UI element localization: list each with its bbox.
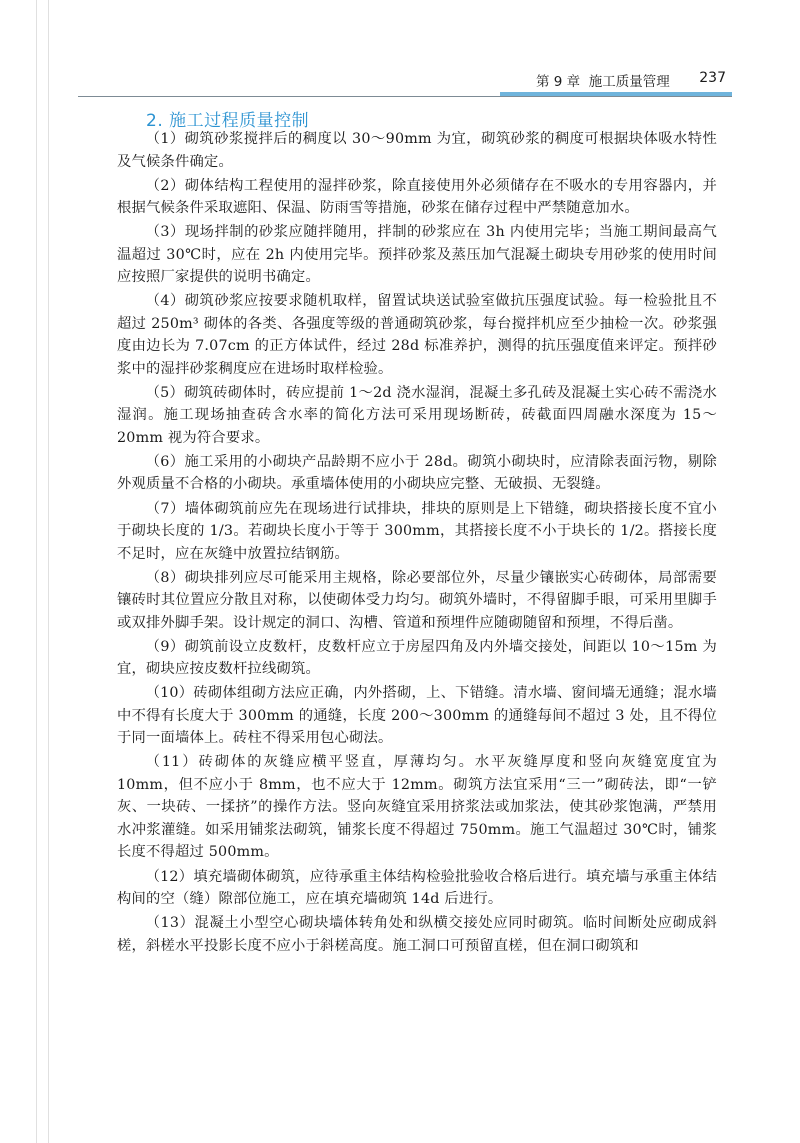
paragraph: （3）现场拌制的砂浆应随拌随用，拌制的砂浆应在 3h 内使用完毕；当施工期间最高气温超过 30℃时，应在 2h 内使用完毕。预拌砂浆及蒸压加气混凝土砌块专用砂浆的使用时间应按照厂家提供的说明书确定。 <box>117 224 717 286</box>
paragraph: （11）砖砌体的灰缝应横平竖直，厚薄均匀。水平灰缝厚度和竖向灰缝宽度宜为 10mm，但不应小于 8mm，也不应大于 12mm。砌筑方法宜采用“三一”砌砖法，即“一铲灰、一块砖、一揉挤”的操作方法。竖向灰缝宜采用挤浆法或加浆法，使其砂浆饱满，严禁用水冲浆灌缝。如采用铺浆法砌筑，铺浆长度不得超过 750mm。施工气温超过 30℃时，铺浆长度不得超过 500mm。 <box>117 754 717 861</box>
binding-edge-line <box>36 0 37 1143</box>
binding-edge-line <box>48 0 49 1143</box>
paragraph: （5）砌筑砖砌体时，砖应提前 1～2d 浇水湿润，混凝土多孔砖及混凝土实心砖不需浇水湿润。施工现场抽查砖含水率的简化方法可采用现场断砖，砖截面四周融水深度为 15～20mm 视为符合要求。 <box>117 384 717 446</box>
paragraph: （2）砌体结构工程使用的湿拌砂浆，除直接使用外必须储存在不吸水的专用容器内，并根据气候条件采取遮阳、保温、防雨雪等措施，砂浆在储存过程中严禁随意加水。 <box>117 177 717 217</box>
page-number: 237 <box>699 70 726 86</box>
section-title: 2. 施工过程质量控制 <box>146 111 310 131</box>
paragraph: （8）砌块排列应尽可能采用主规格，除必要部位外，尽量少镶嵌实心砖砌体，局部需要镶砖时其位置应分散且对称，以使砌体受力均匀。砌筑外墙时，不得留脚手眼，可采用里脚手或双排外脚手架。设计规定的洞口、沟槽、管道和预埋件应随砌随留和预埋，不得后凿。 <box>117 569 717 631</box>
paragraph: （4）砌筑砂浆应按要求随机取样，留置试块送试验室做抗压强度试验。每一检验批且不超过 250m³ 砌体的各类、各强度等级的普通砌筑砂浆，每台搅拌机应至少抽检一次。砂浆强度由边长为 7.07cm 的正方体试件，经过 28d 标准养护，测得的抗压强度值来评定。预拌砂浆中的湿拌砂浆稠度应在进场时取样检验。 <box>117 293 717 377</box>
paragraph: （1）砌筑砂浆搅拌后的稠度以 30～90mm 为宜，砌筑砂浆的稠度可根据块体吸水特性及气候条件确定。 <box>117 131 717 170</box>
body-text <box>117 128 717 959</box>
header-rule <box>78 96 732 97</box>
paragraph: （13）混凝土小型空心砌块墙体转角处和纵横交接处应同时砌筑。临时间断处应砌成斜槎，斜槎水平投影长度不应小于斜槎高度。施工洞口可预留直槎，但在洞口砌筑和 <box>117 915 717 954</box>
paragraph: （12）填充墙砌体砌筑，应待承重主体结构检验批验收合格后进行。填充墙与承重主体结构间的空（缝）隙部位施工，应在填充墙砌筑 14d 后进行。 <box>117 868 717 908</box>
chapter-title: 施工质量管理 <box>588 74 670 90</box>
paragraph: （10）砖砌体组砌方法应正确，内外搭砌，上、下错缝。清水墙、窗间墙无通缝；混水墙中不得有长度大于 300mm 的通缝，长度 200～300mm 的通缝每间不超过 3 处，且不得位于同一面墙体上。砖柱不得采用包心砌法。 <box>117 685 717 747</box>
paragraph: （7）墙体砌筑前应先在现场进行试排块，排块的原则是上下错缝，砌块搭接长度不宜小于砌块长度的 1/3。若砌块长度小于等于 300mm，其搭接长度不小于块长的 1/2。搭接长度不足时，应在灰缝中放置拉结钢筋。 <box>117 500 717 562</box>
running-header <box>536 70 726 90</box>
paragraph: （9）砌筑前设立皮数杆，皮数杆应立于房屋四角及内外墙交接处，间距以 10～15m 为宜，砌块应按皮数杆拉线砌筑。 <box>117 638 717 678</box>
paragraph: （6）施工采用的小砌块产品龄期不应小于 28d。砌筑小砌块时，应清除表面污物，剔除外观质量不合格的小砌块。承重墙体使用的小砌块应完整、无破损、无裂缝。 <box>117 453 717 493</box>
chapter-number: 第 9 章 <box>536 74 581 90</box>
